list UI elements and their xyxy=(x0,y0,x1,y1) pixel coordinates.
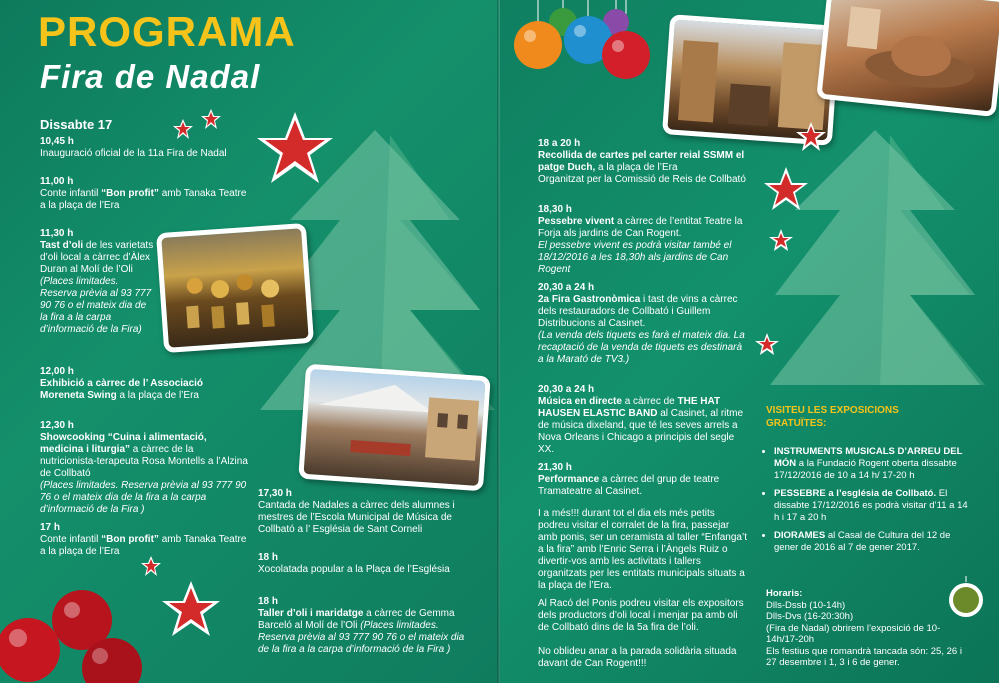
event-highlight: THE HAT HAUSEN ELASTIC BAND xyxy=(538,396,721,419)
schedule-line: (Fira de Nadal) obrirem l’exposició de 10-14h/17-20h xyxy=(766,622,941,645)
event-highlight: Showcooking “Cuina i alimentació, medicina i liturgia” xyxy=(40,432,207,455)
event-text: Organitzat per la Comissió de Reis de Collbató xyxy=(538,174,746,185)
exhibition-name: DIORAMES xyxy=(774,530,826,541)
event-time: 20,30 a 24 h xyxy=(538,384,595,395)
event-time: 18 h xyxy=(258,596,279,607)
event-highlight: Recollida de cartes pel carter reial SSMM el patge Duch, xyxy=(538,150,745,173)
event-time: 11,30 h xyxy=(40,228,74,239)
event-item xyxy=(258,596,468,656)
event-text: Conte infantil xyxy=(40,188,102,199)
event-item xyxy=(538,282,748,366)
event-item xyxy=(40,228,155,336)
red-star-icon xyxy=(255,108,335,188)
small-star-icon xyxy=(754,332,780,358)
event-highlight: “Bon profit” xyxy=(101,534,159,545)
event-note: (Places limitades. Reserva prèvia al 93 777 90 76 o el mateix dia de la fira a la carpa d’informació de la Fira ) xyxy=(258,620,465,655)
event-note: (Places limitades. Reserva prèvia al 93 777 90 76 o el mateix dia de la fira a la carpa d’informació de la Fira ) xyxy=(40,480,247,515)
event-item xyxy=(258,488,468,536)
red-star-icon xyxy=(160,578,222,640)
small-star-icon xyxy=(794,120,828,154)
event-text: amb Tanaka Teatre a la plaça de l’Era xyxy=(40,534,247,557)
event-time: 10,45 h xyxy=(40,136,74,147)
event-time: 17 h xyxy=(40,522,61,533)
exhibition-details: El dissabte 17/12/2016 es podrà visitar d’11 a 14 h i 17 a 20 h xyxy=(774,488,968,523)
event-item xyxy=(538,384,748,456)
day-heading: Dissabte 17 xyxy=(40,117,113,132)
exhibition-item xyxy=(774,446,969,482)
exhibitions-list xyxy=(764,446,969,560)
ornament-ball-icon xyxy=(946,576,986,622)
event-text: Inauguració oficial de la 11a Fira de Nadal xyxy=(40,148,227,159)
event-text: Xocolatada popular a la Plaça de l’Església xyxy=(258,564,450,575)
ornaments-icon xyxy=(0,580,160,683)
exhibition-item xyxy=(774,530,969,554)
event-highlight: 2a Fira Gastronòmica xyxy=(538,294,641,305)
schedule-line: Els festius que romandrà tancada són: 25, 26 i 27 desembre i 1, 3 i 6 de gener. xyxy=(766,645,962,668)
event-highlight: Tast d’oli xyxy=(40,240,84,251)
event-time: 18 h xyxy=(258,552,279,563)
schedule-line: Dlls-Dssb (10-14h) xyxy=(766,599,846,611)
event-time: 11,00 h xyxy=(40,176,74,187)
event-note: El pessebre vivent es podrà visitar també el 18/12/2016 a les 18,30h als jardins de Can Rogent xyxy=(538,240,732,275)
page-title: PROGRAMA xyxy=(38,8,296,55)
event-text: a la plaça de l’Era xyxy=(116,390,199,401)
event-text: a càrrec de xyxy=(621,396,678,407)
schedule-title: Horaris: xyxy=(766,588,803,599)
fair-tent-photo xyxy=(298,364,491,492)
event-highlight: Pessebre vivent xyxy=(538,216,615,227)
event-text: Cantada de Nadales a càrrec dels alumnes i mestres de l’Escola Municipal de Música de Collbató a l’ Església de Sant Corneli xyxy=(258,500,455,535)
small-star-icon xyxy=(200,108,222,130)
event-item xyxy=(538,204,748,276)
event-text: Conte infantil xyxy=(40,534,102,545)
info-paragraph: I a més!!! durant tot el dia els més petits podreu visitar el corralet de la fira, passejar amb ponis, ser un ceramista al taller “Enfanga’t a la fira” amb l’Enric Serra i l’Àngels Ruiz o divertir-vos amb les activitats i tallers organitzats per les entitats municipals situats a la plaça de l’Era. xyxy=(538,508,747,591)
event-time: 17,30 h xyxy=(258,488,292,499)
event-time: 12,30 h xyxy=(40,420,74,431)
event-item xyxy=(40,522,250,558)
exhibitions-title: VISITEU LES EXPOSICIONS GRATUÏTES: xyxy=(766,405,899,429)
event-time: 20,30 a 24 h xyxy=(538,282,595,293)
ornaments-icon xyxy=(508,0,658,85)
event-time: 21,30 h xyxy=(538,462,572,473)
event-time: 18,30 h xyxy=(538,204,572,215)
event-item xyxy=(538,462,748,498)
event-highlight: Música en directe xyxy=(538,396,622,407)
schedule-line: Dlls-Dvs (16-20:30h) xyxy=(766,611,854,622)
event-note: (La venda dels tiquets es farà el mateix dia. La recaptació de la venda de tiquets es destinarà a la Marató de TV3.) xyxy=(538,330,745,365)
event-highlight: Taller d’oli i maridatge xyxy=(258,608,364,619)
event-highlight: “Bon profit” xyxy=(101,188,159,199)
event-time: 12,00 h xyxy=(40,366,74,377)
event-text: a càrrec de la nutricionista-terapeuta Rosa Montells a l’Alzina de Collbató xyxy=(40,444,248,479)
small-star-icon xyxy=(140,555,162,577)
event-text: a càrrec de l’entitat Teatre la Forja als jardins de Can Rogent. xyxy=(538,216,743,239)
red-star-icon xyxy=(762,165,810,213)
event-time: 18 a 20 h xyxy=(538,138,581,149)
exhibition-details: al Casal de Cultura del 12 de gener de 2016 al 7 de gener 2017. xyxy=(774,530,951,553)
event-highlight: Exhibició a càrrec de l’ Associació Moreneta Swing xyxy=(40,378,204,401)
info-paragraph: No oblideu anar a la parada solidària situada davant de Can Rogent!!! xyxy=(538,646,737,669)
oil-tasting-photo xyxy=(156,223,314,353)
event-item xyxy=(40,176,250,212)
exhibition-item xyxy=(774,488,969,524)
schedule-block xyxy=(766,588,971,669)
event-text: al Casinet, al ritme de música dixeland, que té les seves arrels a Nova Orleans i Chicago a principis del segle XX. xyxy=(538,408,744,455)
info-paragraph: Al Racó del Ponis podreu visitar els expositors dels productors d’oli local i menjar pa amb oli de Collbató dins de la 5a fira de l’oli. xyxy=(538,598,744,633)
event-item xyxy=(40,420,248,516)
event-text: a càrrec del grup de teatre Tramateatre al Casinet. xyxy=(538,474,720,497)
exhibition-details: a la Fundació Rogent oberta dissabte 17/12/2016 de 10 a 14 h/ 17-20 h xyxy=(774,458,957,481)
event-text: a càrrec de Gemma Barceló al Molí de l’Oli xyxy=(258,608,455,631)
pottery-photo xyxy=(816,0,999,117)
event-item xyxy=(538,138,748,186)
event-text: de les varietats d’oli local a càrrec d’Àlex Duran al Molí de l’Oli xyxy=(40,240,154,275)
event-note: (Places limitades. Reserva prèvia al 93 777 90 76 o el mateix dia de la fira a la carpa d’informació de la Fira) xyxy=(40,276,152,335)
exhibition-name: INSTRUMENTS MUSICALS D’ARREU DEL MÓN xyxy=(774,446,963,469)
event-item xyxy=(40,136,240,160)
event-text: i tast de vins a càrrec dels restauradors de Collbató i Guillem Distribucions al Casinet. xyxy=(538,294,738,329)
right-page xyxy=(500,0,999,683)
page-subtitle: Fira de Nadal xyxy=(40,58,261,95)
event-text: a la plaça de l’Era xyxy=(595,162,678,173)
small-star-icon xyxy=(768,228,794,254)
event-item xyxy=(258,552,468,576)
event-text: amb Tanaka Teatre a la plaça de l’Era xyxy=(40,188,247,211)
exhibition-name: PESSEBRE a l’església de Collbató. xyxy=(774,488,937,499)
event-item xyxy=(40,366,245,402)
event-highlight: Performance xyxy=(538,474,600,485)
